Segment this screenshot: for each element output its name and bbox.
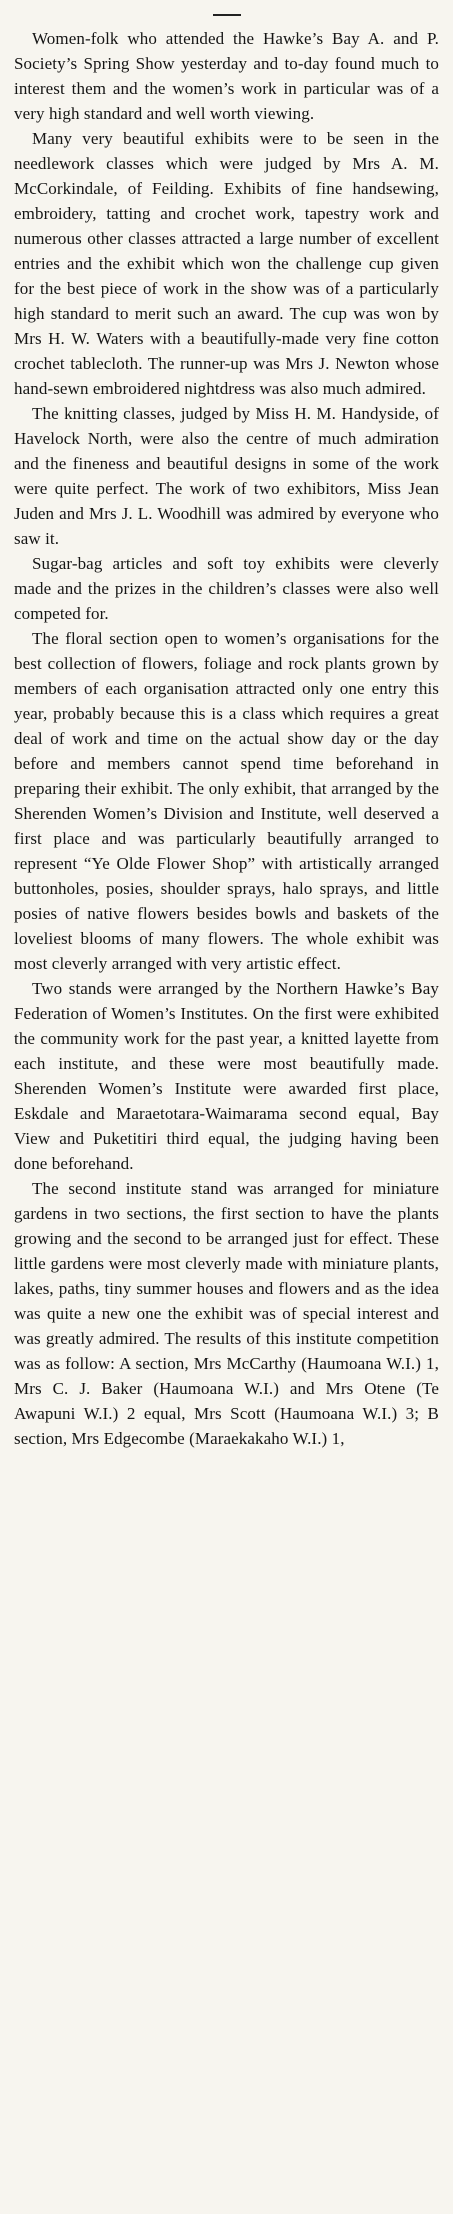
article-paragraph: Women-folk who attended the Hawke’s Bay A. and P. Society’s Spring Show yesterday and to-day found much to interest them and the women’s work in particular was of a very high standard and well worth viewing. xyxy=(14,29,439,123)
article-paragraph: The second institute stand was arranged for miniature gardens in two sections, the first section to have the plants growing and the second to be arranged just for effect. These little gardens were most cleverly made with miniature plants, lakes, paths, tiny summer houses and flowers and as the idea was quite a new one the exhibit was of special interest and was greatly admired. The results of this institute competition was as follow: A section, Mrs McCarthy (Haumoana W.I.) 1, Mrs C. J. Baker (Haumoana W.I.) and Mrs Otene (Te Awapuni W.I.) 2 equal, Mrs Scott (Haumoana W.I.) 3; B section, Mrs Edgecombe (Maraekakaho W.I.) 1, xyxy=(14,1179,439,1448)
article-paragraph: The floral section open to women’s organisations for the best collection of flowers, foliage and rock plants grown by members of each organisation attracted only one entry this year, probably because this is a class which requires a great deal of work and time on the actual show day or the day before and members cannot spend time beforehand in preparing their exhibit. The only exhibit, that arranged by the Sherenden Women’s Division and Institute, well deserved a first place and was particularly beautifully arranged to represent “Ye Olde Flower Shop” with artistically arranged buttonholes, posies, shoulder sprays, halo sprays, and little posies of native flowers besides bowls and baskets of the loveliest blooms of many flowers. The whole exhibit was most cleverly arranged with very artistic effect. xyxy=(14,629,439,973)
column-rule xyxy=(213,14,241,16)
article-paragraph: Many very beautiful exhibits were to be seen in the needlework classes which were judged by Mrs A. M. McCorkindale, of Feilding. Exhibits of fine handsewing, embroidery, tatting and crochet work, tapestry work and numerous other classes attracted a large number of excellent entries and the exhibit which won the challenge cup given for the best piece of work in the show was of a particularly high standard to merit such an award. The cup was won by Mrs H. W. Waters with a beautifully-made very fine cotton crochet tablecloth. The runner-up was Mrs J. Newton whose hand-sewn embroidered nightdress was also much admired. xyxy=(14,129,439,398)
article-paragraph: The knitting classes, judged by Miss H. M. Handyside, of Havelock North, were also the centre of much admiration and the fineness and beautiful designs in some of the work were quite perfect. The work of two exhibitors, Miss Jean Juden and Mrs J. L. Woodhill was admired by everyone who saw it. xyxy=(14,404,439,548)
article-body xyxy=(14,26,439,1451)
article-paragraph: Two stands were arranged by the Northern Hawke’s Bay Federation of Women’s Institutes. On the first were exhibited the community work for the past year, a knitted layette from each institute, and these were most beautifully made. Sherenden Women’s Institute were awarded first place, Eskdale and Maraetotara-Waimarama second equal, Bay View and Puketitiri third equal, the judging having been done beforehand. xyxy=(14,979,439,1173)
article-paragraph: Sugar-bag articles and soft toy exhibits were cleverly made and the prizes in the children’s classes were also well competed for. xyxy=(14,554,439,623)
